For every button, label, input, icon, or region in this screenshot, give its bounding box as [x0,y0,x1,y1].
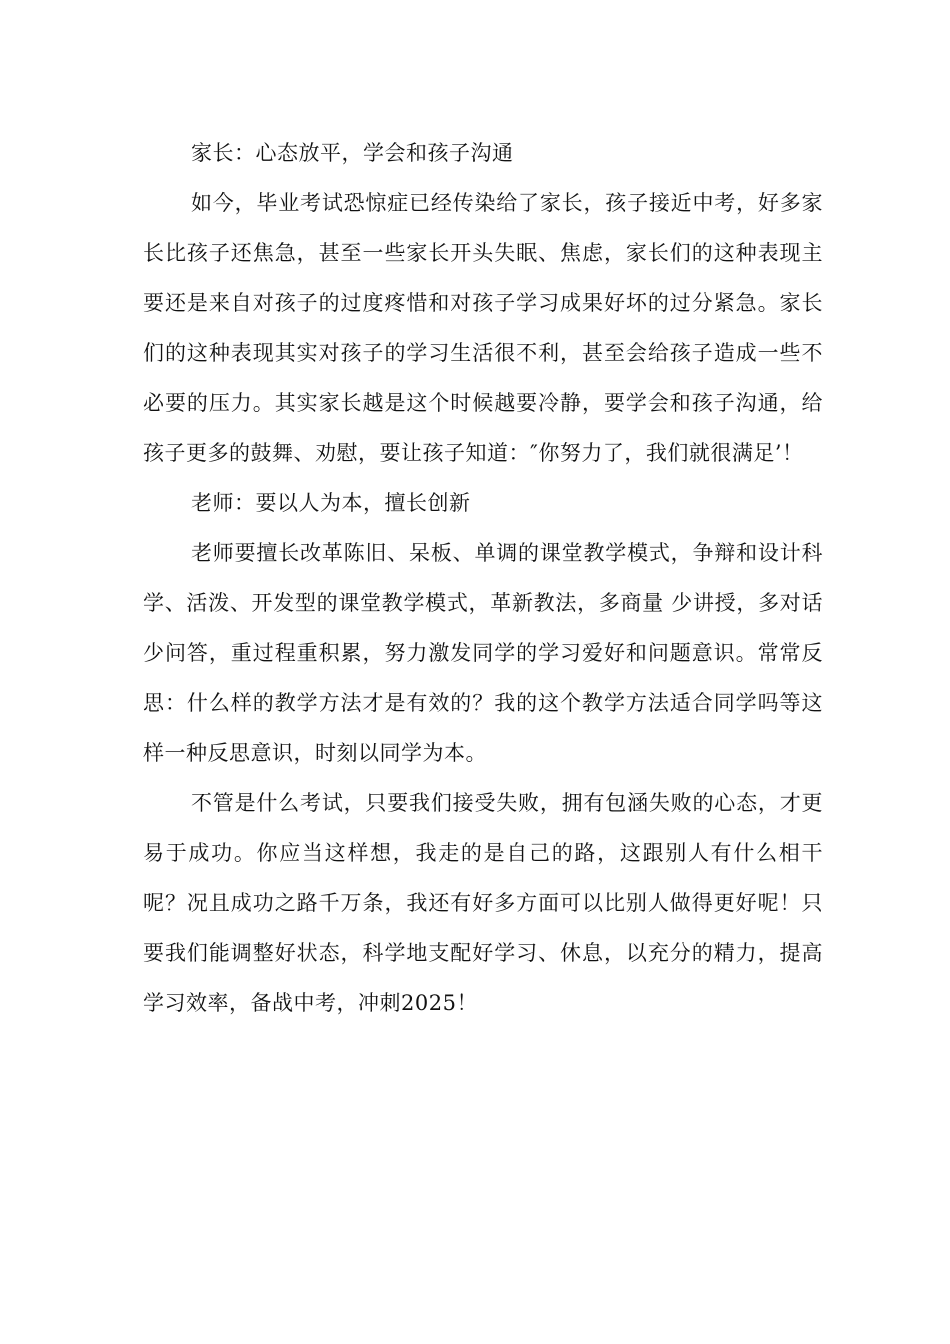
paragraph-parents: 如今，毕业考试恐惊症已经传染给了家长，孩子接近中考，好多家长比孩子还焦急，甚至一些家长开头失眠、焦虑，家长们的这种表现主要还是来自对孩子的过度疼惜和对孩子学习成果好坏的过分紧急。家长们的这种表现其实对孩子的学习生活很不利，甚至会给孩子造成一些不必要的压力。其实家长越是这个时候越要冷静，要学会和孩子沟通，给孩子更多的鼓舞、劝慰，要让孩子知道：″你努力了，我们就很满足’！ [143,191,823,465]
heading-teachers: 老师：要以人为本，擅长创新 [191,491,471,515]
heading-parents: 家长：心态放平，学会和孩子沟通 [191,141,514,165]
paragraph-conclusion: 不管是什么考试，只要我们接受失败，拥有包涵失败的心态，才更易于成功。你应当这样想，我走的是自己的路，这跟别人有什么相干呢？况且成功之路千万条，我还有好多方面可以比别人做得更好呢！只要我们能调整好状态，科学地支配好学习、休息，以充分的精力，提高学习效率，备战中考，冲刺2025！ [143,791,823,1015]
document-body [143,128,823,1028]
paragraph-teachers: 老师要擅长改革陈旧、呆板、单调的课堂教学模式，争辩和设计科学、活泼、开发型的课堂教学模式，革新教法，多商量 少讲授，多对话少问答，重过程重积累，努力激发同学的学习爱好和问题意识。常常反思：什么样的教学方法才是有效的？我的这个教学方法适合同学吗等这样一种反思意识，时刻以同学为本。 [143,541,823,765]
